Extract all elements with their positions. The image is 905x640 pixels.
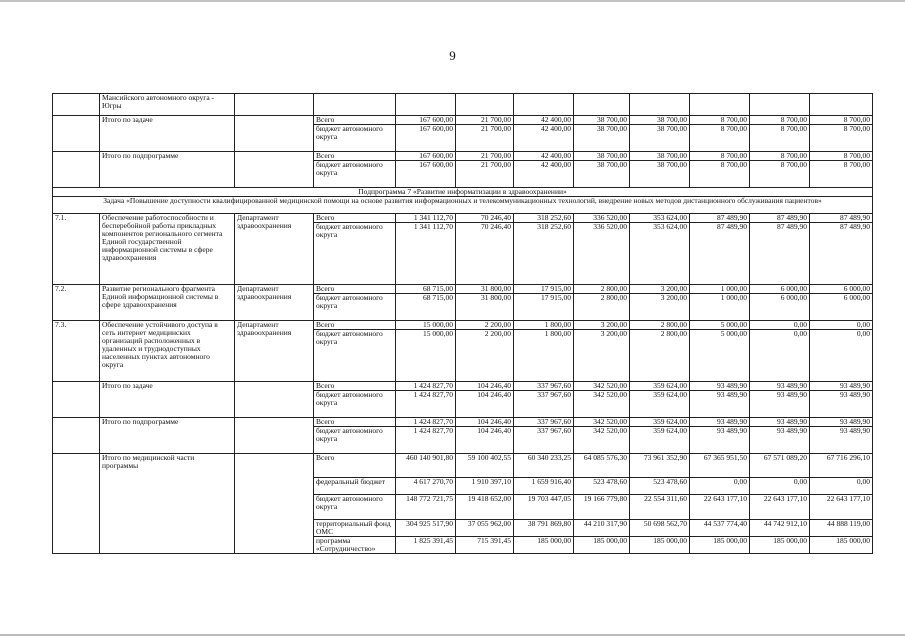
amount-cell: 185 000,00 [630,537,690,554]
scan-bottom-edge [0,634,905,636]
amount-cell: 337 967,60 [514,427,574,454]
measure-name-cell: Обеспечение работоспособности и бесперебойной работы прикладных компонентов регионального сегмента Единой государственной информационной системы в сфере здравоохранения [100,214,235,285]
empty-cell [235,94,314,116]
amount-cell: 21 700,00 [456,152,514,161]
row-number-cell [53,454,100,554]
executor-cell: Департамент здравоохранения [235,321,314,382]
amount-cell: 167 600,00 [396,125,456,152]
funding-source-cell: бюджет автономного округа [314,125,396,152]
amount-cell: 87 489,90 [750,214,810,223]
amount-cell: 304 925 517,90 [396,520,456,537]
table-row [53,214,873,223]
empty-cell [750,94,810,116]
empty-cell [456,94,514,116]
amount-cell: 0,00 [750,478,810,495]
funding-source-cell: Всего [314,382,396,391]
funding-source-cell: Всего [314,454,396,478]
amount-cell: 8 700,00 [690,161,750,188]
amount-cell: 38 791 869,80 [514,520,574,537]
amount-cell: 38 700,00 [574,161,630,188]
funding-source-cell: Всего [314,285,396,294]
amount-cell: 60 340 233,25 [514,454,574,478]
amount-cell: 715 391,45 [456,537,514,554]
table-row [53,116,873,125]
amount-cell: 19 703 447,05 [514,495,574,520]
amount-cell: 87 489,90 [810,223,873,285]
amount-cell: 2 800,00 [630,321,690,330]
amount-cell: 87 489,90 [690,214,750,223]
amount-cell: 185 000,00 [690,537,750,554]
amount-cell: 1 424 827,70 [396,382,456,391]
amount-cell: 22 643 177,10 [750,495,810,520]
budget-table [52,93,873,554]
amount-cell: 1 000,00 [690,294,750,321]
amount-cell: 104 246,40 [456,427,514,454]
amount-cell: 42 400,00 [514,152,574,161]
funding-source-cell: Всего [314,321,396,330]
amount-cell: 1 910 397,10 [456,478,514,495]
amount-cell: 22 554 311,60 [630,495,690,520]
table-row [53,94,873,116]
amount-cell: 5 000,00 [690,330,750,382]
amount-cell: 2 800,00 [574,285,630,294]
amount-cell: 3 200,00 [630,285,690,294]
amount-cell: 337 967,60 [514,418,574,427]
subprogram-heading: Подпрограмма 7 «Развитие информатизации в здравоохранении» [53,188,873,197]
amount-cell: 87 489,90 [690,223,750,285]
amount-cell: 6 000,00 [810,285,873,294]
table-row [53,418,873,427]
amount-cell: 104 246,40 [456,382,514,391]
empty-cell [314,94,396,116]
measure-name-cell: Итого по подпрограмме [100,418,235,454]
amount-cell: 93 489,90 [750,427,810,454]
amount-cell: 8 700,00 [810,116,873,125]
amount-cell: 3 200,00 [574,330,630,382]
amount-cell: 359 624,00 [630,382,690,391]
amount-cell: 167 600,00 [396,161,456,188]
measure-name-cell: Итого по подпрограмме [100,152,235,188]
amount-cell: 15 000,00 [396,321,456,330]
amount-cell: 523 478,60 [574,478,630,495]
amount-cell: 104 246,40 [456,391,514,418]
amount-cell: 1 424 827,70 [396,427,456,454]
amount-cell: 8 700,00 [810,152,873,161]
amount-cell: 68 715,00 [396,285,456,294]
amount-cell: 460 140 901,80 [396,454,456,478]
amount-cell: 42 400,00 [514,125,574,152]
amount-cell: 8 700,00 [750,161,810,188]
amount-cell: 93 489,90 [810,382,873,391]
amount-cell: 185 000,00 [810,537,873,554]
table-row [53,321,873,330]
scan-top-edge [0,0,905,2]
table-row [53,382,873,391]
amount-cell: 19 418 652,00 [456,495,514,520]
amount-cell: 0,00 [810,330,873,382]
amount-cell: 38 700,00 [574,125,630,152]
amount-cell: 21 700,00 [456,116,514,125]
amount-cell: 44 210 317,90 [574,520,630,537]
funding-source-cell: Всего [314,116,396,125]
amount-cell: 1 424 827,70 [396,391,456,418]
amount-cell: 1 659 916,40 [514,478,574,495]
amount-cell: 93 489,90 [690,418,750,427]
table-row [53,285,873,294]
amount-cell: 22 643 177,10 [810,495,873,520]
amount-cell: 6 000,00 [750,294,810,321]
amount-cell: 8 700,00 [810,161,873,188]
amount-cell: 38 700,00 [630,116,690,125]
amount-cell: 185 000,00 [574,537,630,554]
amount-cell: 337 967,60 [514,391,574,418]
amount-cell: 19 166 779,80 [574,495,630,520]
amount-cell: 8 700,00 [690,116,750,125]
amount-cell: 93 489,90 [750,391,810,418]
amount-cell: 38 700,00 [574,116,630,125]
funding-source-cell: Всего [314,418,396,427]
amount-cell: 93 489,90 [750,382,810,391]
measure-name-cell: Итого по задаче [100,116,235,152]
amount-cell: 37 055 962,00 [456,520,514,537]
funding-source-cell: Всего [314,214,396,223]
amount-cell: 93 489,90 [810,418,873,427]
amount-cell: 0,00 [690,478,750,495]
amount-cell: 1 424 827,70 [396,418,456,427]
amount-cell: 42 400,00 [514,116,574,125]
measure-name-cell: Мансийского автономного округа - Югры [100,94,235,116]
measure-name-cell: Итого по задаче [100,382,235,418]
amount-cell: 1 800,00 [514,330,574,382]
amount-cell: 104 246,40 [456,418,514,427]
amount-cell: 8 700,00 [750,125,810,152]
empty-cell [514,94,574,116]
funding-source-cell: бюджет автономного округа [314,161,396,188]
amount-cell: 31 800,00 [456,294,514,321]
amount-cell: 93 489,90 [690,391,750,418]
amount-cell: 336 520,00 [574,223,630,285]
amount-cell: 337 967,60 [514,382,574,391]
measure-name-cell: Развитие регионального фрагмента Единой информационной системы в сфере здравоохранения [100,285,235,321]
amount-cell: 0,00 [750,321,810,330]
amount-cell: 1 825 391,45 [396,537,456,554]
amount-cell: 17 915,00 [514,294,574,321]
amount-cell: 22 643 177,10 [690,495,750,520]
task-heading: Задача «Повышение доступности квалифицированной медицинской помощи на основе развития информационных и телекоммуникационных технологий, внедрение новых методов дистанционного обслуживания пациентов» [53,197,873,214]
funding-source-cell: бюджет автономного округа [314,294,396,321]
amount-cell: 353 624,00 [630,214,690,223]
amount-cell: 93 489,90 [810,391,873,418]
amount-cell: 50 698 562,70 [630,520,690,537]
row-number-cell [53,152,100,188]
executor-cell: Департамент здравоохранения [235,214,314,285]
amount-cell: 64 085 576,30 [574,454,630,478]
amount-cell: 342 520,00 [574,427,630,454]
row-number-cell [53,418,100,454]
measure-name-cell: Обеспечение устойчивого доступа в сеть интернет медицинских организаций расположенных в удаленных и труднодоступных населенных пунктах автономного округа [100,321,235,382]
empty-cell [810,94,873,116]
amount-cell: 2 800,00 [574,294,630,321]
funding-source-cell: бюджет автономного округа [314,391,396,418]
funding-source-cell: программа «Сотрудничество» [314,537,396,554]
amount-cell: 0,00 [750,330,810,382]
amount-cell: 67 716 296,10 [810,454,873,478]
empty-cell [396,94,456,116]
amount-cell: 167 600,00 [396,152,456,161]
row-number-cell: 7.2. [53,285,100,321]
row-number-cell [53,382,100,418]
amount-cell: 6 000,00 [810,294,873,321]
amount-cell: 318 252,60 [514,214,574,223]
table-row [53,197,873,214]
executor-cell [235,418,314,454]
amount-cell: 93 489,90 [690,427,750,454]
amount-cell: 31 800,00 [456,285,514,294]
funding-source-cell: территориальный фонд ОМС [314,520,396,537]
funding-source-cell: бюджет автономного округа [314,330,396,382]
empty-cell [574,94,630,116]
amount-cell: 2 200,00 [456,330,514,382]
amount-cell: 359 624,00 [630,418,690,427]
amount-cell: 44 537 774,40 [690,520,750,537]
amount-cell: 2 800,00 [630,330,690,382]
amount-cell: 8 700,00 [810,125,873,152]
amount-cell: 87 489,90 [810,214,873,223]
amount-cell: 42 400,00 [514,161,574,188]
amount-cell: 68 715,00 [396,294,456,321]
funding-source-cell: бюджет автономного округа [314,223,396,285]
amount-cell: 353 624,00 [630,223,690,285]
amount-cell: 4 617 270,70 [396,478,456,495]
amount-cell: 342 520,00 [574,382,630,391]
executor-cell [235,116,314,152]
amount-cell: 67 365 951,50 [690,454,750,478]
amount-cell: 0,00 [810,321,873,330]
amount-cell: 70 246,40 [456,214,514,223]
amount-cell: 38 700,00 [630,152,690,161]
amount-cell: 8 700,00 [690,152,750,161]
amount-cell: 359 624,00 [630,427,690,454]
table-row [53,454,873,478]
amount-cell: 1 000,00 [690,285,750,294]
executor-cell [235,382,314,418]
row-number-cell: 7.1. [53,214,100,285]
amount-cell: 336 520,00 [574,214,630,223]
amount-cell: 5 000,00 [690,321,750,330]
page-number: 9 [449,48,456,63]
empty-cell [630,94,690,116]
amount-cell: 17 915,00 [514,285,574,294]
row-number-cell [53,94,100,116]
amount-cell: 38 700,00 [630,161,690,188]
amount-cell: 8 700,00 [750,116,810,125]
amount-cell: 44 742 912,10 [750,520,810,537]
funding-source-cell: бюджет автономного округа [314,495,396,520]
amount-cell: 67 571 089,20 [750,454,810,478]
amount-cell: 0,00 [810,478,873,495]
row-number-cell [53,116,100,152]
funding-source-cell: федеральный бюджет [314,478,396,495]
amount-cell: 44 888 119,00 [810,520,873,537]
executor-cell [235,454,314,554]
amount-cell: 167 600,00 [396,116,456,125]
amount-cell: 8 700,00 [750,152,810,161]
funding-source-cell: бюджет автономного округа [314,427,396,454]
amount-cell: 3 200,00 [574,321,630,330]
amount-cell: 93 489,90 [690,382,750,391]
amount-cell: 38 700,00 [630,125,690,152]
amount-cell: 1 341 112,70 [396,214,456,223]
amount-cell: 185 000,00 [750,537,810,554]
row-number-cell: 7.3. [53,321,100,382]
amount-cell: 523 478,60 [630,478,690,495]
executor-cell [235,152,314,188]
amount-cell: 1 800,00 [514,321,574,330]
executor-cell: Департамент здравоохранения [235,285,314,321]
amount-cell: 38 700,00 [574,152,630,161]
amount-cell: 8 700,00 [690,125,750,152]
amount-cell: 318 252,60 [514,223,574,285]
amount-cell: 342 520,00 [574,418,630,427]
amount-cell: 185 000,00 [514,537,574,554]
funding-source-cell: Всего [314,152,396,161]
amount-cell: 342 520,00 [574,391,630,418]
amount-cell: 148 772 721,75 [396,495,456,520]
amount-cell: 21 700,00 [456,125,514,152]
amount-cell: 93 489,90 [750,418,810,427]
amount-cell: 70 246,40 [456,223,514,285]
table-row [53,188,873,197]
amount-cell: 1 341 112,70 [396,223,456,285]
amount-cell: 359 624,00 [630,391,690,418]
amount-cell: 21 700,00 [456,161,514,188]
amount-cell: 6 000,00 [750,285,810,294]
table-row [53,152,873,161]
empty-cell [690,94,750,116]
amount-cell: 59 100 402,55 [456,454,514,478]
amount-cell: 3 200,00 [630,294,690,321]
amount-cell: 15 000,00 [396,330,456,382]
amount-cell: 87 489,90 [750,223,810,285]
amount-cell: 73 961 352,90 [630,454,690,478]
measure-name-cell: Итого по медицинской части программы [100,454,235,554]
amount-cell: 93 489,90 [810,427,873,454]
amount-cell: 2 200,00 [456,321,514,330]
